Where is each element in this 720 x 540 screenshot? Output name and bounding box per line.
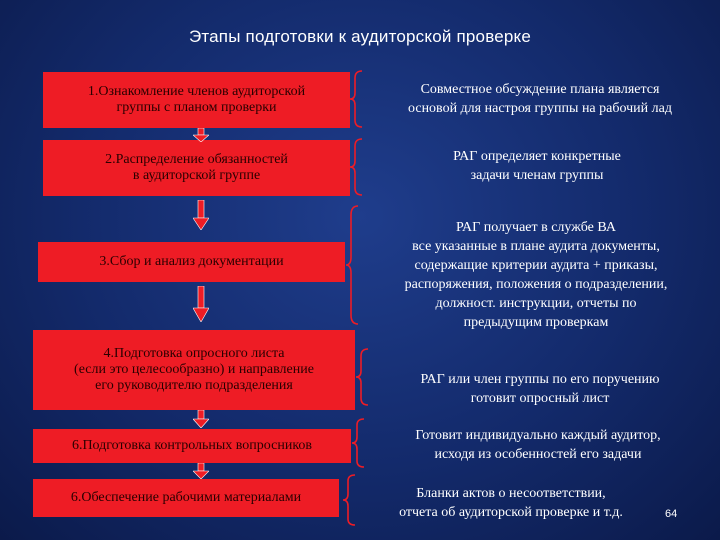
page-title: Этапы подготовки к аудиторской проверке — [188, 27, 532, 46]
description-6: Бланки актов о несоответствии, отчета об аудиторской проверке и т.д. — [399, 486, 623, 520]
description-5: Готовит индивидуально каждый аудитор, исходя из особенностей его задачи — [415, 428, 661, 462]
step-4-box: 4.Подготовка опросного листа (если это целесообразно) и направление его руководителю подразделения — [33, 330, 355, 410]
page-number: 64 — [665, 508, 678, 520]
down-arrow-icon — [193, 128, 209, 142]
description-2: РАГ определяет конкретные задачи членам группы — [453, 149, 621, 183]
step-6-box: 6.Обеспечение рабочими материалами — [33, 479, 339, 517]
description-1: Совместное обсуждение плана является основой для настроя группы на рабочий лад — [408, 82, 672, 116]
left-brace-icon — [342, 474, 356, 526]
description-3: РАГ получает в службе ВА все указанные в плане аудита документы, содержащие критерии аудита + приказы, распоряжения, положения о подразделении, должност. инструкции, отчеты по предыдущим проверкам — [404, 220, 668, 330]
down-arrow-icon — [193, 286, 209, 322]
description-4: РАГ или член группы по его поручению готовит опросный лист — [420, 372, 660, 406]
step-3-box: 3.Сбор и анализ документации — [38, 242, 345, 282]
down-arrow-icon — [193, 200, 209, 230]
step-5-box: 6.Подготовка контрольных вопросников — [33, 429, 351, 463]
down-arrow-icon — [193, 410, 209, 428]
left-brace-icon — [349, 138, 363, 196]
step-2-box: 2.Распределение обязанностей в аудиторской группе — [43, 140, 350, 196]
step-1-box: 1.Ознакомление членов аудиторской группы с планом проверки — [43, 72, 350, 128]
down-arrow-icon — [193, 463, 209, 479]
